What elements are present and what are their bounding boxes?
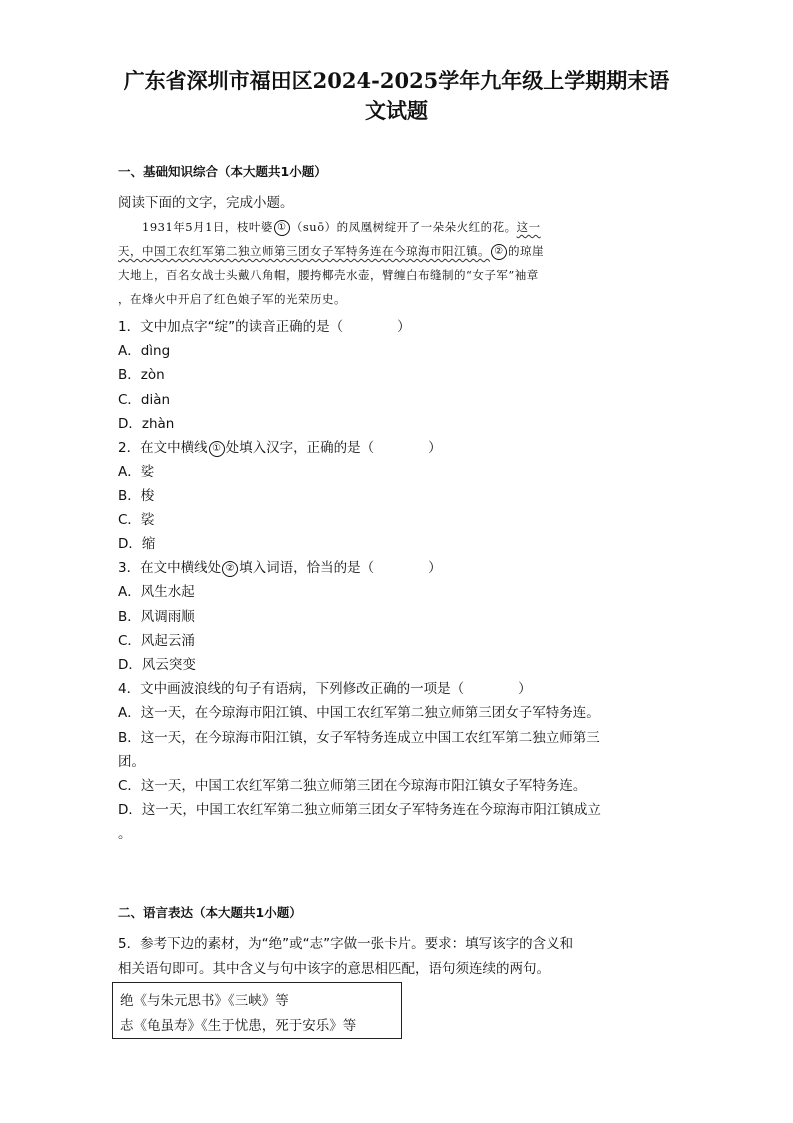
- passage-line-4: ，在烽火中开启了红色娘子军的光荣历史。: [118, 292, 346, 306]
- question-1-stem: 1．文中加点字“绽”的读音正确的是（ ）: [118, 319, 411, 335]
- question-4-stem: 4．文中画波浪线的句子有语病，下列修改正确的一项是（ ）: [118, 681, 532, 697]
- blank-marker-2: ②: [491, 244, 507, 260]
- question-5-line-1: 5．参考下边的素材，为“绝”或“志”字做一张卡片。要求：填写该字的含义和: [118, 936, 574, 952]
- wavy-underlined-sentence: 天，中国工农红军第二独立师第三团女子军特务连在今琼海市阳江镇。: [118, 244, 490, 258]
- q4-option-d-line-1: D．这一天，中国工农红军第二独立师第三团女子军特务连在今琼海市阳江镇成立: [118, 802, 601, 818]
- document-title: [100, 66, 693, 126]
- q2-option-d: D．缩: [118, 536, 156, 552]
- title-line-2: 文试题: [365, 98, 428, 123]
- q1-option-d: D．zhàn: [118, 416, 175, 432]
- passage-text: 的琼崖: [508, 244, 544, 258]
- q3-stem-text: 3．在文中横线处: [118, 560, 222, 576]
- material-box: [112, 982, 402, 1039]
- passage-text: 1931年5月1日，枝叶婆: [142, 220, 273, 234]
- question-5-line-2: 相关语句即可。其中含义与句中该字的意思相匹配，语句须连续的两句。: [118, 961, 550, 977]
- passage-line-2: [118, 243, 544, 260]
- passage-line-3: 大地上，百名女战士头戴八角帽，腰挎椰壳水壶，臂缠白布缝制的“女子军”袖章: [118, 268, 539, 282]
- q2-stem-text: 处填入汉字，正确的是（ ）: [225, 440, 442, 456]
- question-2-stem: [118, 436, 442, 457]
- q3-option-d: D．风云突变: [118, 657, 196, 673]
- blank-marker-1: ①: [274, 220, 290, 236]
- title-line-1: 广东省深圳市福田区2024-2025学年九年级上学期期末语: [123, 68, 670, 93]
- q2-option-b: B．梭: [118, 488, 155, 504]
- passage-text: （suō）的凤凰树绽开了一朵朵火红的花。: [290, 220, 517, 234]
- section-2-heading: 二、语言表达（本大题共1小题）: [118, 905, 302, 920]
- q3-option-c: C．风起云涌: [118, 633, 195, 649]
- passage-line-1: [142, 219, 541, 236]
- blank-marker-1: ①: [209, 441, 225, 457]
- wavy-underlined-sentence: 这一: [516, 220, 541, 234]
- q4-option-b-line-1: B．这一天，在今琼海市阳江镇，女子军特务连成立中国工农红军第二独立师第三: [118, 730, 600, 746]
- q4-option-d-line-2: 。: [118, 826, 132, 842]
- q1-option-a: A．dìng: [118, 343, 171, 359]
- q2-option-a: A．娑: [118, 464, 155, 480]
- q3-option-a: A．风生水起: [118, 584, 195, 600]
- q1-option-b: B．zòn: [118, 367, 165, 383]
- q3-stem-text: 填入词语，恰当的是（ ）: [239, 560, 442, 576]
- q4-option-a: A．这一天，在今琼海市阳江镇、中国工农红军第二独立师第三团女子军特务连。: [118, 705, 600, 721]
- reading-instruction: 阅读下面的文字，完成小题。: [118, 195, 294, 211]
- q2-stem-text: 2．在文中横线: [118, 440, 208, 456]
- q4-option-b-line-2: 团。: [118, 754, 145, 770]
- question-3-stem: [118, 556, 442, 577]
- section-1-heading: 一、基础知识综合（本大题共1小题）: [118, 164, 327, 179]
- blank-marker-2: ②: [222, 561, 238, 577]
- q4-option-c: C．这一天，中国工农红军第二独立师第三团在今琼海市阳江镇女子军特务连。: [118, 778, 587, 794]
- q1-option-c: C．diàn: [118, 392, 171, 408]
- q2-option-c: C．裟: [118, 512, 155, 528]
- material-row-jue: 绝《与朱元思书》《三峡》等: [120, 993, 289, 1009]
- q3-option-b: B．风调雨顺: [118, 609, 195, 625]
- material-row-zhi: 志《龟虽寿》《生于忧患，死于安乐》等: [120, 1018, 357, 1034]
